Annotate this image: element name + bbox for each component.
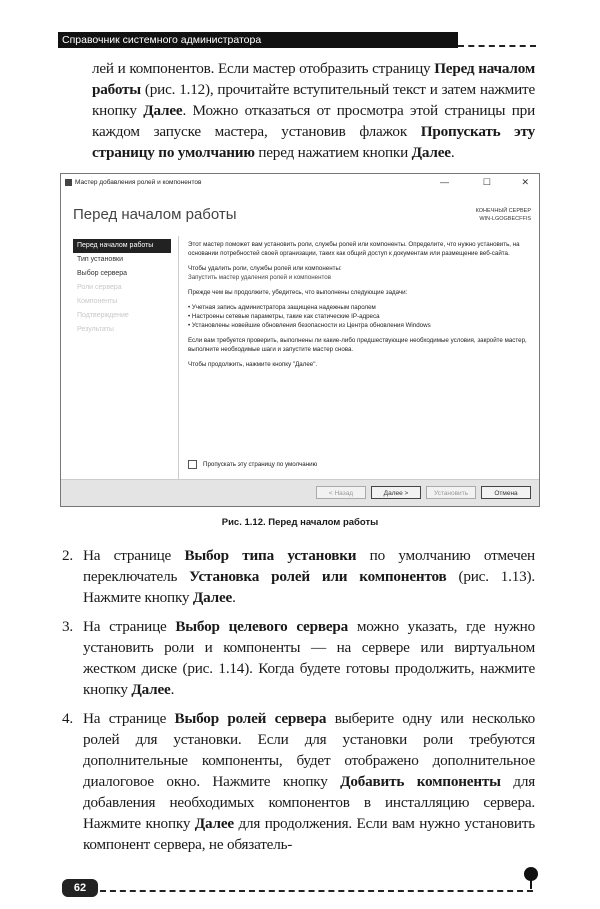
window-title: Мастер добавления ролей и компонентов — [75, 179, 202, 186]
text-run: для продолжения. Если вам нужно установить компонент сервера, не обязатель- — [83, 815, 535, 853]
cancel-button[interactable]: Отмена — [481, 486, 531, 499]
app-icon — [65, 179, 72, 186]
bold-term: Выбор типа установки — [184, 547, 357, 564]
step-server-roles: Роли сервера — [77, 284, 122, 291]
bold-term: Далее — [194, 815, 234, 832]
content-remove-text: Чтобы удалить роли, службы ролей или компоненты: — [188, 265, 342, 272]
step-installation-type[interactable]: Тип установки — [77, 256, 124, 263]
back-button[interactable]: < Назад — [316, 486, 366, 499]
bold-term: Добавить компоненты — [340, 773, 501, 790]
bold-term: Пропускать эту страницу по умолчанию — [92, 123, 535, 161]
text-run: перед нажатием кнопки — [254, 144, 412, 161]
text-run: можно указать, где нужно установить роли и компоненты — на сервере или виртуальном жестком диске (рис. 1.14). Когда будете готовы продолжить, нажмите кнопку — [83, 618, 535, 698]
checkbox-label: Пропускать эту страницу по умолчанию — [203, 461, 318, 468]
page-column — [60, 0, 540, 909]
bold-term: Далее — [143, 102, 183, 119]
checkbox-icon[interactable] — [188, 460, 197, 469]
prereq-item: • Установлены новейшие обновления безопасности из Центра обновления Windows — [188, 322, 431, 329]
content-verify: Если вам требуется проверить, выполнены ли какие-либо предшествующие необходимые условия, закройте мастер, выполните необходимые шаги и запустите мастер снова. — [188, 337, 527, 353]
figure-screenshot — [60, 173, 540, 507]
text-run: . — [170, 681, 175, 698]
bold-term: Выбор целевого сервера — [175, 618, 349, 635]
skip-page-checkbox[interactable] — [188, 460, 317, 469]
text-run: На странице — [83, 710, 175, 727]
prereq-item: • Учетная запись администратора защищена надежным паролем — [188, 304, 376, 311]
list-number: 2. — [62, 547, 73, 564]
list-text — [83, 545, 535, 608]
step-results: Результаты — [77, 326, 114, 333]
list-number: 3. — [62, 618, 73, 635]
text-run: На странице — [83, 547, 185, 564]
bold-term: Установка ролей или компонентов — [189, 568, 447, 585]
maximize-icon[interactable]: ☐ — [482, 177, 491, 187]
list-item — [62, 616, 535, 700]
bold-term: Выбор ролей сервера — [174, 710, 327, 727]
pin-stem — [530, 879, 532, 889]
next-button[interactable]: Далее > — [371, 486, 421, 499]
prereq-list — [188, 303, 528, 330]
destination-server — [476, 207, 531, 223]
content-prereq: Прежде чем вы продолжите, убедитесь, что выполнены следующие задачи: — [188, 289, 408, 296]
close-icon[interactable]: ✕ — [521, 177, 529, 187]
text-run: для добавления необходимых компонентов в инсталляцию сервера. Нажмите кнопку — [83, 773, 535, 832]
sidebar-divider — [178, 236, 179, 481]
text-run: лей и компонентов. Если мастер отобразить страницу — [92, 60, 435, 77]
wizard-content — [188, 240, 528, 375]
content-intro: Этот мастер поможет вам установить роли, службы ролей или компоненты. Определите, что нужно установить, на основании потребностей своей организации, таких как общий доступ к документам или размещение веб-сайта. — [188, 241, 520, 257]
text-run: (рис. 1.12), прочитайте вступительный текст и затем нажмите кнопку — [92, 81, 535, 119]
bold-term: Далее — [192, 589, 233, 606]
content-continue: Чтобы продолжить, нажмите кнопку "Далее". — [188, 361, 318, 368]
step-confirmation: Подтверждение — [77, 312, 129, 319]
text-run: . — [232, 589, 236, 606]
step-server-selection[interactable]: Выбор сервера — [77, 270, 128, 277]
minimize-icon[interactable]: — — [440, 177, 449, 187]
list-item — [62, 545, 535, 608]
server-label: КОНЕЧНЫЙ СЕРВЕР — [475, 208, 531, 214]
running-header: Справочник системного администратора — [58, 32, 458, 48]
footer-divider — [100, 890, 533, 892]
step-features: Компоненты — [77, 298, 118, 305]
bold-term: Далее — [131, 681, 171, 698]
list-number: 4. — [62, 710, 73, 727]
step-before-you-begin[interactable]: Перед началом работы — [73, 239, 171, 253]
list-item — [62, 708, 535, 855]
text-run: выберите одну или несколько ролей для установки. Если для установки роли требуются дополнительные компоненты, будет отображено дополнительное диалоговое окно. Нажмите кнопку — [83, 710, 535, 790]
list-text — [83, 616, 535, 700]
intro-paragraph — [92, 58, 535, 163]
list-text — [83, 708, 535, 855]
text-run: по умолчанию отмечен переключатель — [83, 547, 535, 585]
page-number: 62 — [62, 879, 98, 897]
prereq-item: • Настроены сетевые параметры, такие как статические IP-адреса — [188, 313, 380, 320]
remove-wizard-link[interactable]: Запустить мастер удаления ролей и компонентов — [188, 274, 331, 281]
figure-caption: Рис. 1.12. Перед началом работы — [221, 517, 379, 528]
text-run: . — [450, 144, 455, 161]
text-run: На странице — [83, 618, 176, 635]
wizard-heading: Перед началом работы — [73, 206, 237, 223]
wizard-steps — [73, 239, 171, 337]
install-button[interactable]: Установить — [426, 486, 476, 499]
bold-term: Перед началом работы — [92, 60, 535, 98]
text-run: . Можно отказаться от просмотра этой страницы при каждом запуске мастера, установив флажок — [92, 102, 536, 140]
window-titlebar — [61, 174, 539, 191]
server-name: WIN-LGOGBECFFIS — [479, 216, 531, 222]
page-footer — [60, 865, 540, 899]
bold-term: Далее — [411, 144, 451, 161]
wizard-button-bar — [61, 479, 539, 506]
text-run: (рис. 1.13). Нажмите кнопку — [83, 568, 535, 606]
